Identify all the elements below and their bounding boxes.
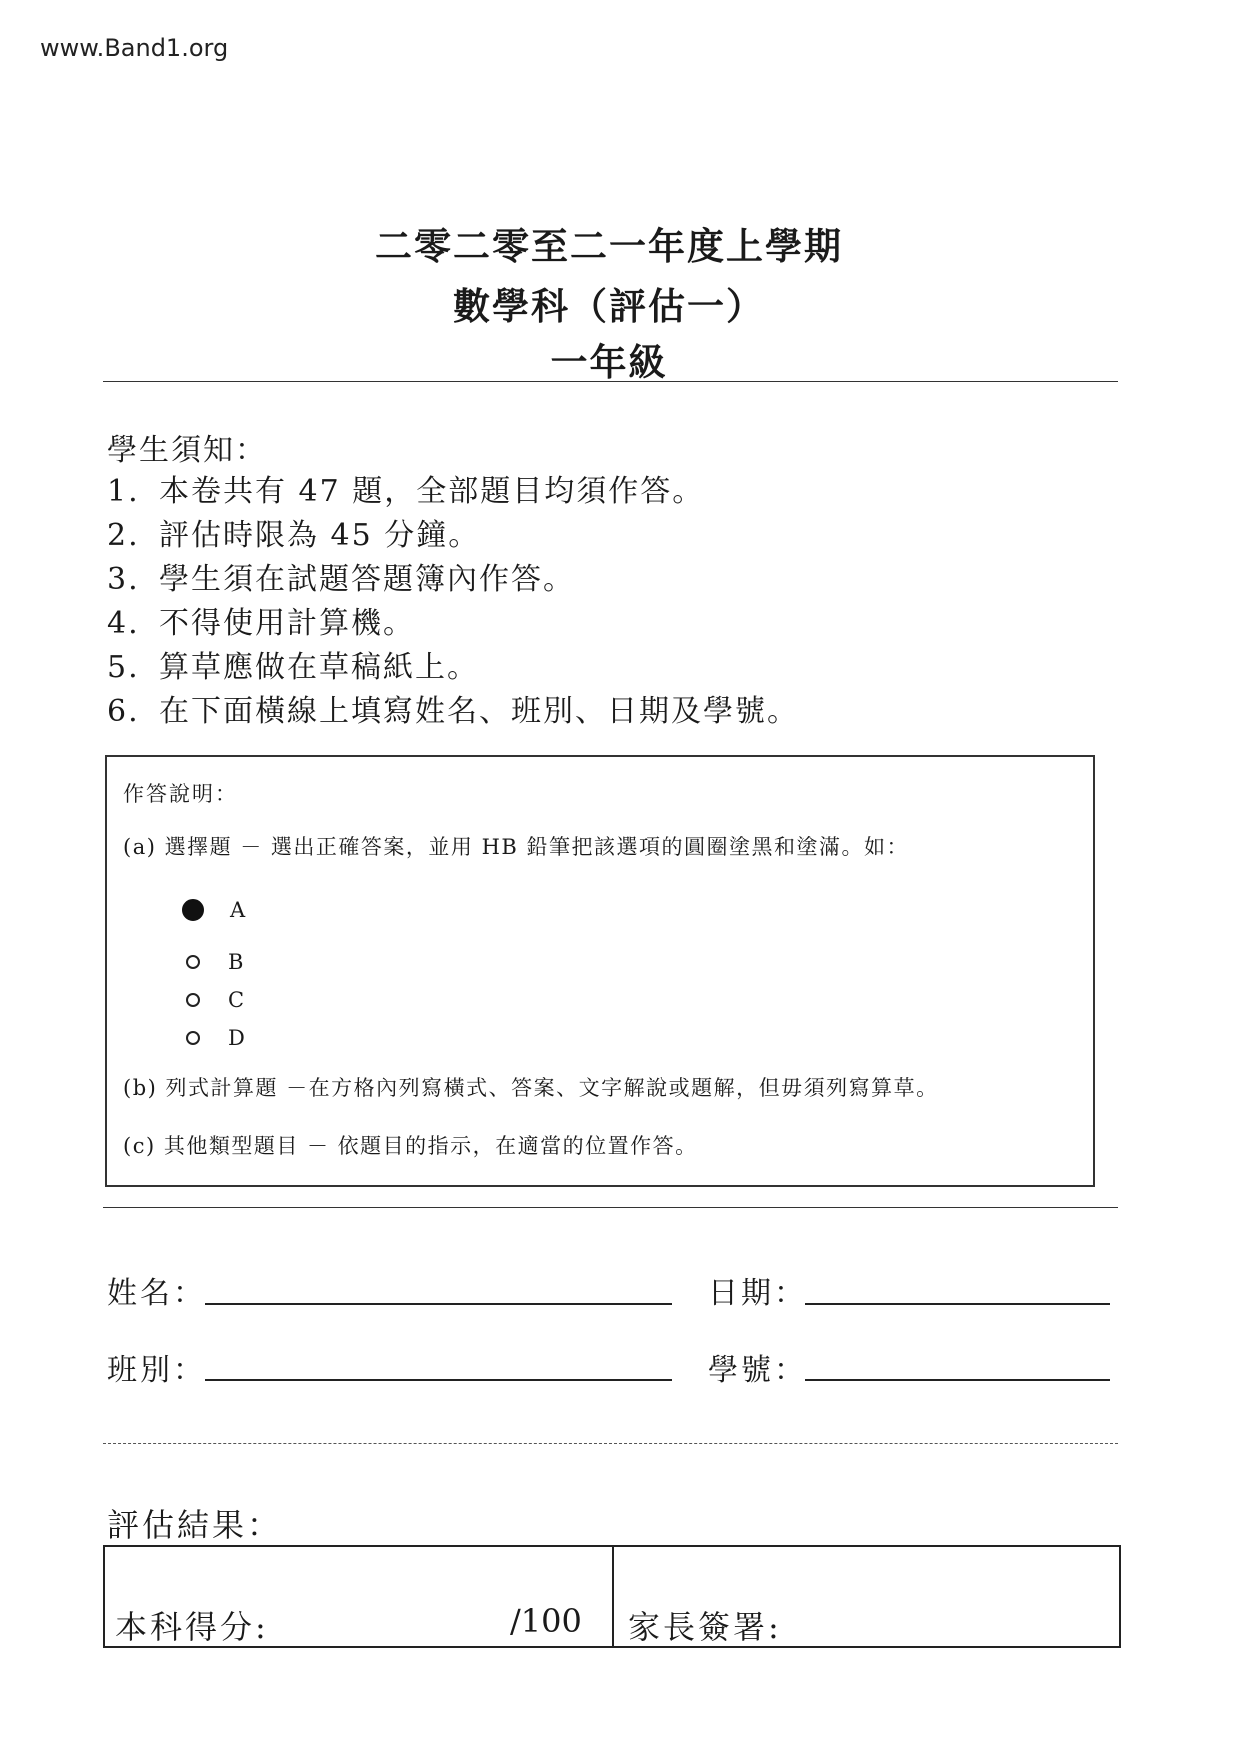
student-no-field[interactable]	[805, 1379, 1110, 1381]
notice-item: 2. 評估時限為 45 分鐘。	[107, 518, 481, 553]
section-divider	[103, 1207, 1118, 1208]
result-heading: 評估結果：	[107, 1506, 283, 1544]
dashed-divider	[103, 1443, 1118, 1444]
header-divider	[103, 381, 1118, 382]
notice-item: 4. 不得使用計算機。	[107, 606, 415, 641]
example-option-d: D	[186, 1026, 245, 1050]
score-label: 本科得分:	[115, 1608, 269, 1646]
empty-bubble-icon	[186, 1031, 200, 1045]
example-option-c: C	[186, 988, 244, 1012]
instruction-c: (c) 其他類型題目 － 依題目的指示，在適當的位置作答。	[123, 1134, 698, 1158]
empty-bubble-icon	[186, 993, 200, 1007]
term-title: 二零二零至二一年度上學期	[375, 224, 843, 268]
filled-bubble-icon	[182, 899, 204, 921]
name-field[interactable]	[205, 1303, 672, 1305]
example-option-a: A	[186, 898, 245, 922]
notice-item: 6. 在下面橫線上填寫姓名、班別、日期及學號。	[107, 694, 799, 729]
parent-signature-label: 家長簽署:	[628, 1608, 782, 1646]
name-label: 姓名：	[107, 1276, 206, 1311]
grade-title: 一年級	[550, 340, 668, 384]
empty-bubble-icon	[186, 955, 200, 969]
notice-heading: 學生須知：	[107, 433, 267, 468]
instructions-box	[105, 755, 1095, 1187]
result-column-divider	[612, 1545, 614, 1648]
student-no-label: 學號：	[708, 1353, 807, 1388]
subject-title: 數學科（評估一）	[453, 284, 765, 328]
date-label: 日期：	[708, 1276, 807, 1311]
watermark-url: www.Band1.org	[40, 34, 229, 62]
class-label: 班別：	[107, 1353, 206, 1388]
notice-item: 3. 學生須在試題答題簿內作答。	[107, 562, 575, 597]
notice-item: 1. 本卷共有 47 題，全部題目均須作答。	[107, 474, 705, 509]
instruction-b: (b) 列式計算題 －在方格內列寫橫式、答案、文字解說或題解，但毋須列寫算草。	[123, 1076, 939, 1100]
score-total: /100	[510, 1602, 582, 1640]
notice-list	[107, 470, 799, 734]
date-field[interactable]	[805, 1303, 1110, 1305]
notice-item: 5. 算草應做在草稿紙上。	[107, 650, 479, 685]
example-option-b: B	[186, 950, 243, 974]
class-field[interactable]	[205, 1379, 672, 1381]
instructions-heading: 作答說明：	[123, 782, 238, 806]
instruction-a: (a) 選擇題 － 選出正確答案，並用 HB 鉛筆把該選項的圓圈塗黑和塗滿。如：	[123, 835, 910, 859]
